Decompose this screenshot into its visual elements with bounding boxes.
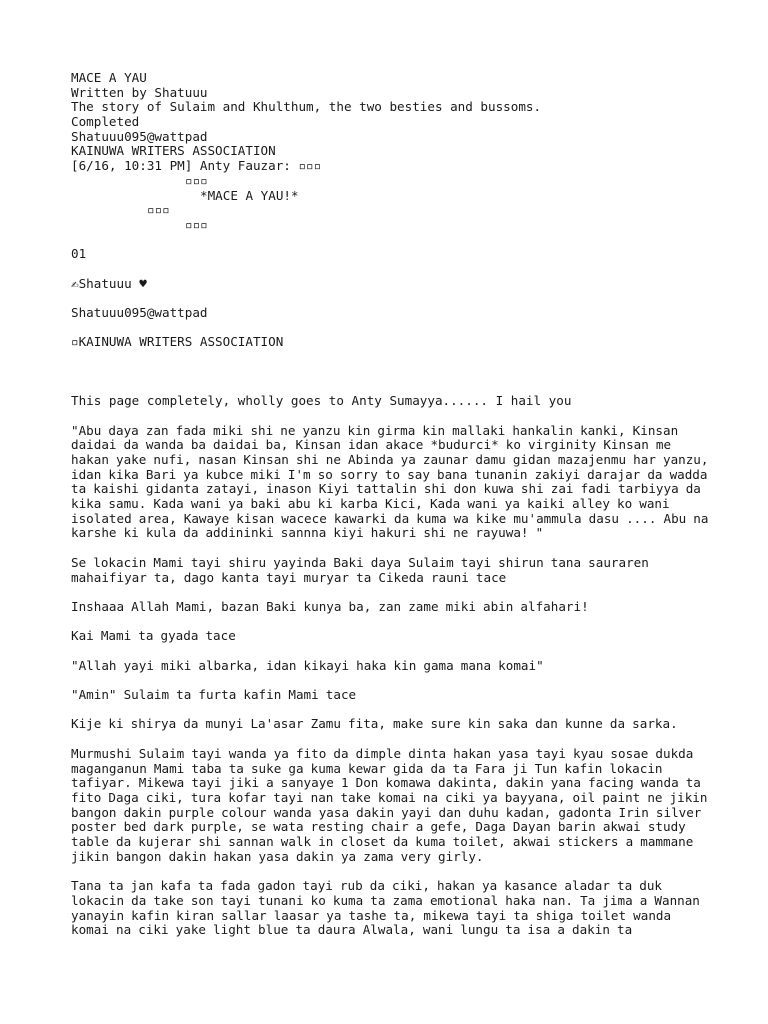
chapter-number: 01	[71, 246, 87, 262]
paragraph: "Abu daya zan fada miki shi ne yanzu kin girma kin mallaki hankalin kanki, Kinsan daidai da wanda ba daidai ba, Kinsan idan akace *budurci* ko virginity Kinsan me hakan yake nufi, nasan Kinsan shi ne Abinda ya zaunar damu gidan mazajenmu har yanzu, idan kika Bari ya kubce miki I'm so sorry to say bana tunanin zakiyi darajar da wadda ta kaishi gidanta zatayi, inason Kiyi tattalin shi don kuwa shi zai fadi tarbiyya da kika samu. Kada wani ya baki abu ki karba Kici, Kada wani ya kaiki alley ko wani isolated area, Kawaye kisan wacece kawarki da kuma wa kike mu'ammula dasu .... Abu na karshe ki kula da addininki sannna kiyi hakuri shi ne rayuwa! "	[71, 422, 709, 541]
association-name: KAINUWA WRITERS ASSOCIATION	[71, 143, 276, 159]
paragraph: Kai Mami ta gyada tace	[71, 628, 236, 644]
paragraph: "Allah yayi miki albarka, idan kikayi haka kin gama mana komai"	[71, 657, 544, 673]
author-handle: Shatuuu095@wattpad	[71, 128, 208, 144]
decorative-squares: ▫▫▫	[185, 216, 208, 232]
mace-heading: *MACE A YAU!*	[200, 187, 299, 203]
story-status: Completed	[71, 114, 140, 130]
decorative-squares: ▫▫▫	[147, 202, 170, 218]
paragraph: Tana ta jan kafa ta fada gadon tayi rub da ciki, hakan ya kasance aladar ta duk lokacin da take son tayi tunani ko kuma ta zama emotional haka nan. Ta jima a Wannan yanayin kafin kiran sallar laasar ya tashe ta, mikewa tayi ta shiga toilet wanda komai na ciki yake light blue ta daura Alwala, wani lungu ta isa a dakin ta	[71, 878, 700, 938]
author-handle: Shatuuu095@wattpad	[71, 305, 208, 320]
paragraph: Murmushi Sulaim tayi wanda ya fito da dimple dinta hakan yasa tayi kyau sosae dukda maganganun Mami taba ta suke ga kuma kewar gida da ta Fara ji Tun kafin lokacin tafiyar. Mikewa tayi jiki a sanyaye 1 Don komawa dakinta, dakin yana facing wanda ta fito Daga ciki, tura kofar tayi nan take komai na ciki ya bayyana, oil paint ne jikin bangon dakin purple colour wanda yasa dakin yayi dan duhu kadan, gadonta Irin silver poster bed dark purple, se wata resting chair a gefe, Daga Dayan barin akwai study table da kujerar shi sannan walk in closet da kuma toilet, akwai stickers a mammane jikin bangon dakin hakan yasa dakin ya zama very girly.	[71, 745, 708, 864]
association-name: ▫KAINUWA WRITERS ASSOCIATION	[71, 334, 284, 350]
paragraph: "Amin" Sulaim ta furta kafin Mami tace	[71, 687, 357, 703]
author-signature: ✍Shatuuu ♥	[71, 275, 147, 291]
story-description: The story of Sulaim and Khulthum, the two besties and bussoms.	[71, 99, 542, 115]
story-title: MACE A YAU	[71, 70, 147, 85]
chat-timestamp-line: [6/16, 10:31 PM] Anty Fauzar: ▫▫▫	[71, 158, 322, 174]
author-line: Written by Shatuuu	[71, 84, 208, 100]
dedication: This page completely, wholly goes to Anty Sumayya...... I hail you	[71, 393, 572, 409]
paragraph: Inshaaa Allah Mami, bazan Baki kunya ba, zan zame miki abin alfahari!	[71, 598, 589, 614]
paragraph: Se lokacin Mami tayi shiru yayinda Baki daya Sulaim tayi shirun tana sauraren mahaifiyar ta, dago kanta tayi muryar ta Cikeda rauni tace	[71, 554, 649, 585]
decorative-squares: ▫▫▫	[185, 172, 208, 188]
document-page	[71, 71, 711, 938]
paragraph: Kije ki shirya da munyi La'asar Zamu fita, make sure kin saka dan kunne da sarka.	[71, 716, 678, 732]
